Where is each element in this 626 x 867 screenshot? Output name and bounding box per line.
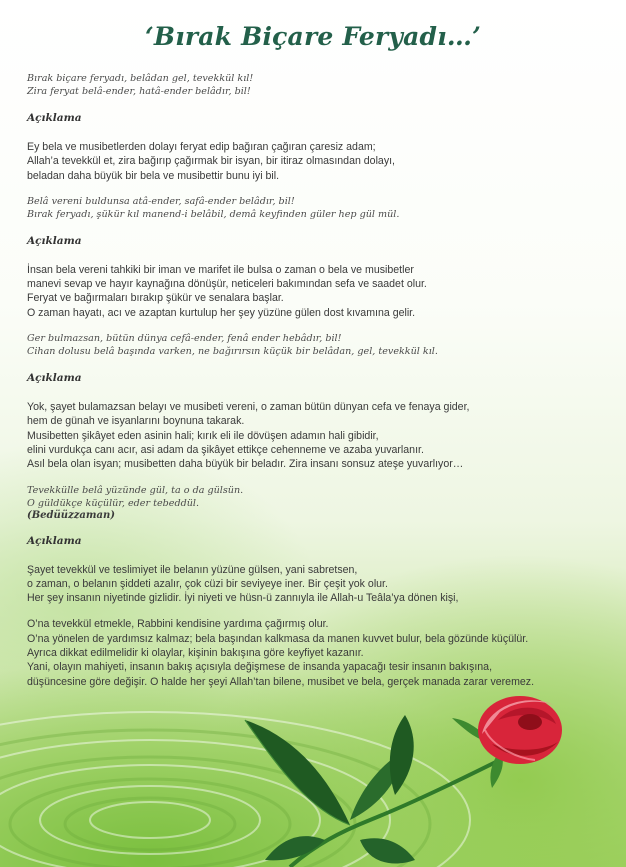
section-heading: Açıklama	[27, 234, 82, 247]
paragraph-line: Asıl bela olan isyan; musibetten daha büyük bir beladır. Zira insanı sonsuz ateşe yuvarlıyor…	[27, 458, 464, 471]
verse-line: Ger bulmazsan, bütün dünya cefâ-ender, fenâ ender hebâdır, bil!	[27, 333, 342, 345]
paragraph-line: hem de günah ve isyanlarını boynuna takarak.	[27, 415, 245, 428]
paragraph-line: Allah’a tevekkül et, zira bağırıp çağırmak bir isyan, bir itiraz olmasından dolayı,	[27, 155, 396, 168]
verse-line: Bırak biçare feryadı, belâdan gel, tevekkül kıl!	[27, 73, 254, 84]
section-1	[27, 72, 607, 183]
verse-line: Zira feryat belâ-ender, hatâ-ender belâdır, bil!	[27, 86, 251, 97]
section-3	[27, 332, 607, 471]
paragraph-line: düşüncesine göre değişir. O halde her şeyi Allah’tan bilene, musibet ve bela, gerçek manada zarar veremez.	[27, 675, 535, 688]
rose-icon	[230, 690, 626, 867]
paragraph-line: elini vurdukça canı acır, asi adam da şikâyet ettikçe cehenneme ve azaba yuvarlanır.	[27, 443, 424, 456]
paragraph-line: Şayet tevekkül ve teslimiyet ile belanın yüzüne gülsen, yani sabretsen,	[27, 563, 358, 576]
verse-block	[27, 72, 607, 98]
paragraph-line: Her şey insanın niyetinde gizlidir. İyi niyeti ve hüsn-ü zannıyla ile Allah-u Teâla’ya dönen kişi,	[27, 592, 459, 605]
explanation-paragraph	[27, 263, 607, 320]
section-heading: Açıklama	[27, 112, 82, 124]
author-attribution: (Bedüüzzaman)	[27, 509, 115, 521]
paragraph-line: Ey bela ve musibetlerden dolayı feryat edip bağıran çağıran çaresiz adam;	[27, 141, 376, 153]
section-heading: Açıklama	[27, 534, 82, 547]
paragraph-line: manevi sevap ve hayır kaynağına dönüşür, neticeleri bakımından sefa ve saadet olur.	[27, 278, 427, 291]
explanation-paragraph	[27, 617, 607, 688]
explanation-paragraph	[27, 563, 607, 606]
paragraph-line: beladan daha büyük bir bela ve musibettir bunu iyi bil.	[27, 169, 280, 182]
page-title: ‘Bırak Biçare Feryadı…’	[144, 22, 482, 51]
verse-line: Cihan dolusu belâ başında varken, ne bağırırsın küçük bir belâdan, gel, tevekkül kıl.	[27, 346, 438, 358]
paragraph-line: O zaman hayatı, acı ve azaptan kurtulup her şey yüzüne gülen dost kıvamına gelir.	[27, 306, 416, 319]
section-4	[27, 484, 607, 689]
paragraph-line: O’na tevekkül etmekle, Rabbini kendisine yardıma çağırmış olur.	[27, 618, 329, 631]
paragraph-line: Yok, şayet bulamazsan belayı ve musibeti vereni, o zaman bütün dünyan cefa ve fenaya gider,	[27, 401, 470, 414]
explanation-paragraph	[27, 400, 607, 471]
section-2	[27, 195, 607, 320]
paragraph-line: o zaman, o belanın şiddeti azalır, çok cüzi bir seviyeye iner. Bir çeşit yok olur.	[27, 577, 388, 590]
verse-line: O güldükçe küçülür, eder tebeddül.	[27, 497, 200, 509]
paragraph-line: Yani, olayın mahiyeti, insanın bakış açısıyla değişmese de insanda yapacağı tesir insanın bakışına,	[27, 661, 493, 674]
verse-block	[27, 332, 607, 358]
verse-line: Belâ vereni buldunsa atâ-ender, safâ-ender belâdır, bil!	[27, 195, 295, 207]
paragraph-line: O’na yönelen de yardımsız kalmaz; bela başından kalkmasa da manen kuvvet bulur, bela gözünde küçülür.	[27, 632, 529, 645]
paragraph-line: İnsan bela vereni tahkiki bir iman ve marifet ile bulsa o zaman o bela ve musibetler	[27, 263, 414, 276]
verse-line: Tevekkülle belâ yüzünde gül, ta o da gülsün.	[27, 484, 244, 496]
paragraph-line: Feryat ve bağırmaları bırakıp şükür ve senalara başlar.	[27, 292, 284, 305]
article-body	[27, 72, 607, 689]
verse-block	[27, 484, 607, 510]
explanation-paragraph	[27, 140, 607, 183]
paragraph-line: Musibetten şikâyet eden asinin hali; kırık eli ile dövüşen adamın hali gibidir,	[27, 429, 379, 442]
verse-line: Bırak feryadı, şükür kıl manend-i belâbil, demâ keyfinden güler hep gül mül.	[27, 208, 400, 220]
paragraph-line: Ayrıca dikkat edilmelidir ki olaylar, kişinin bakışına göre keyfiyet kazanır.	[27, 647, 364, 660]
section-heading: Açıklama	[27, 372, 82, 385]
verse-block	[27, 195, 607, 221]
